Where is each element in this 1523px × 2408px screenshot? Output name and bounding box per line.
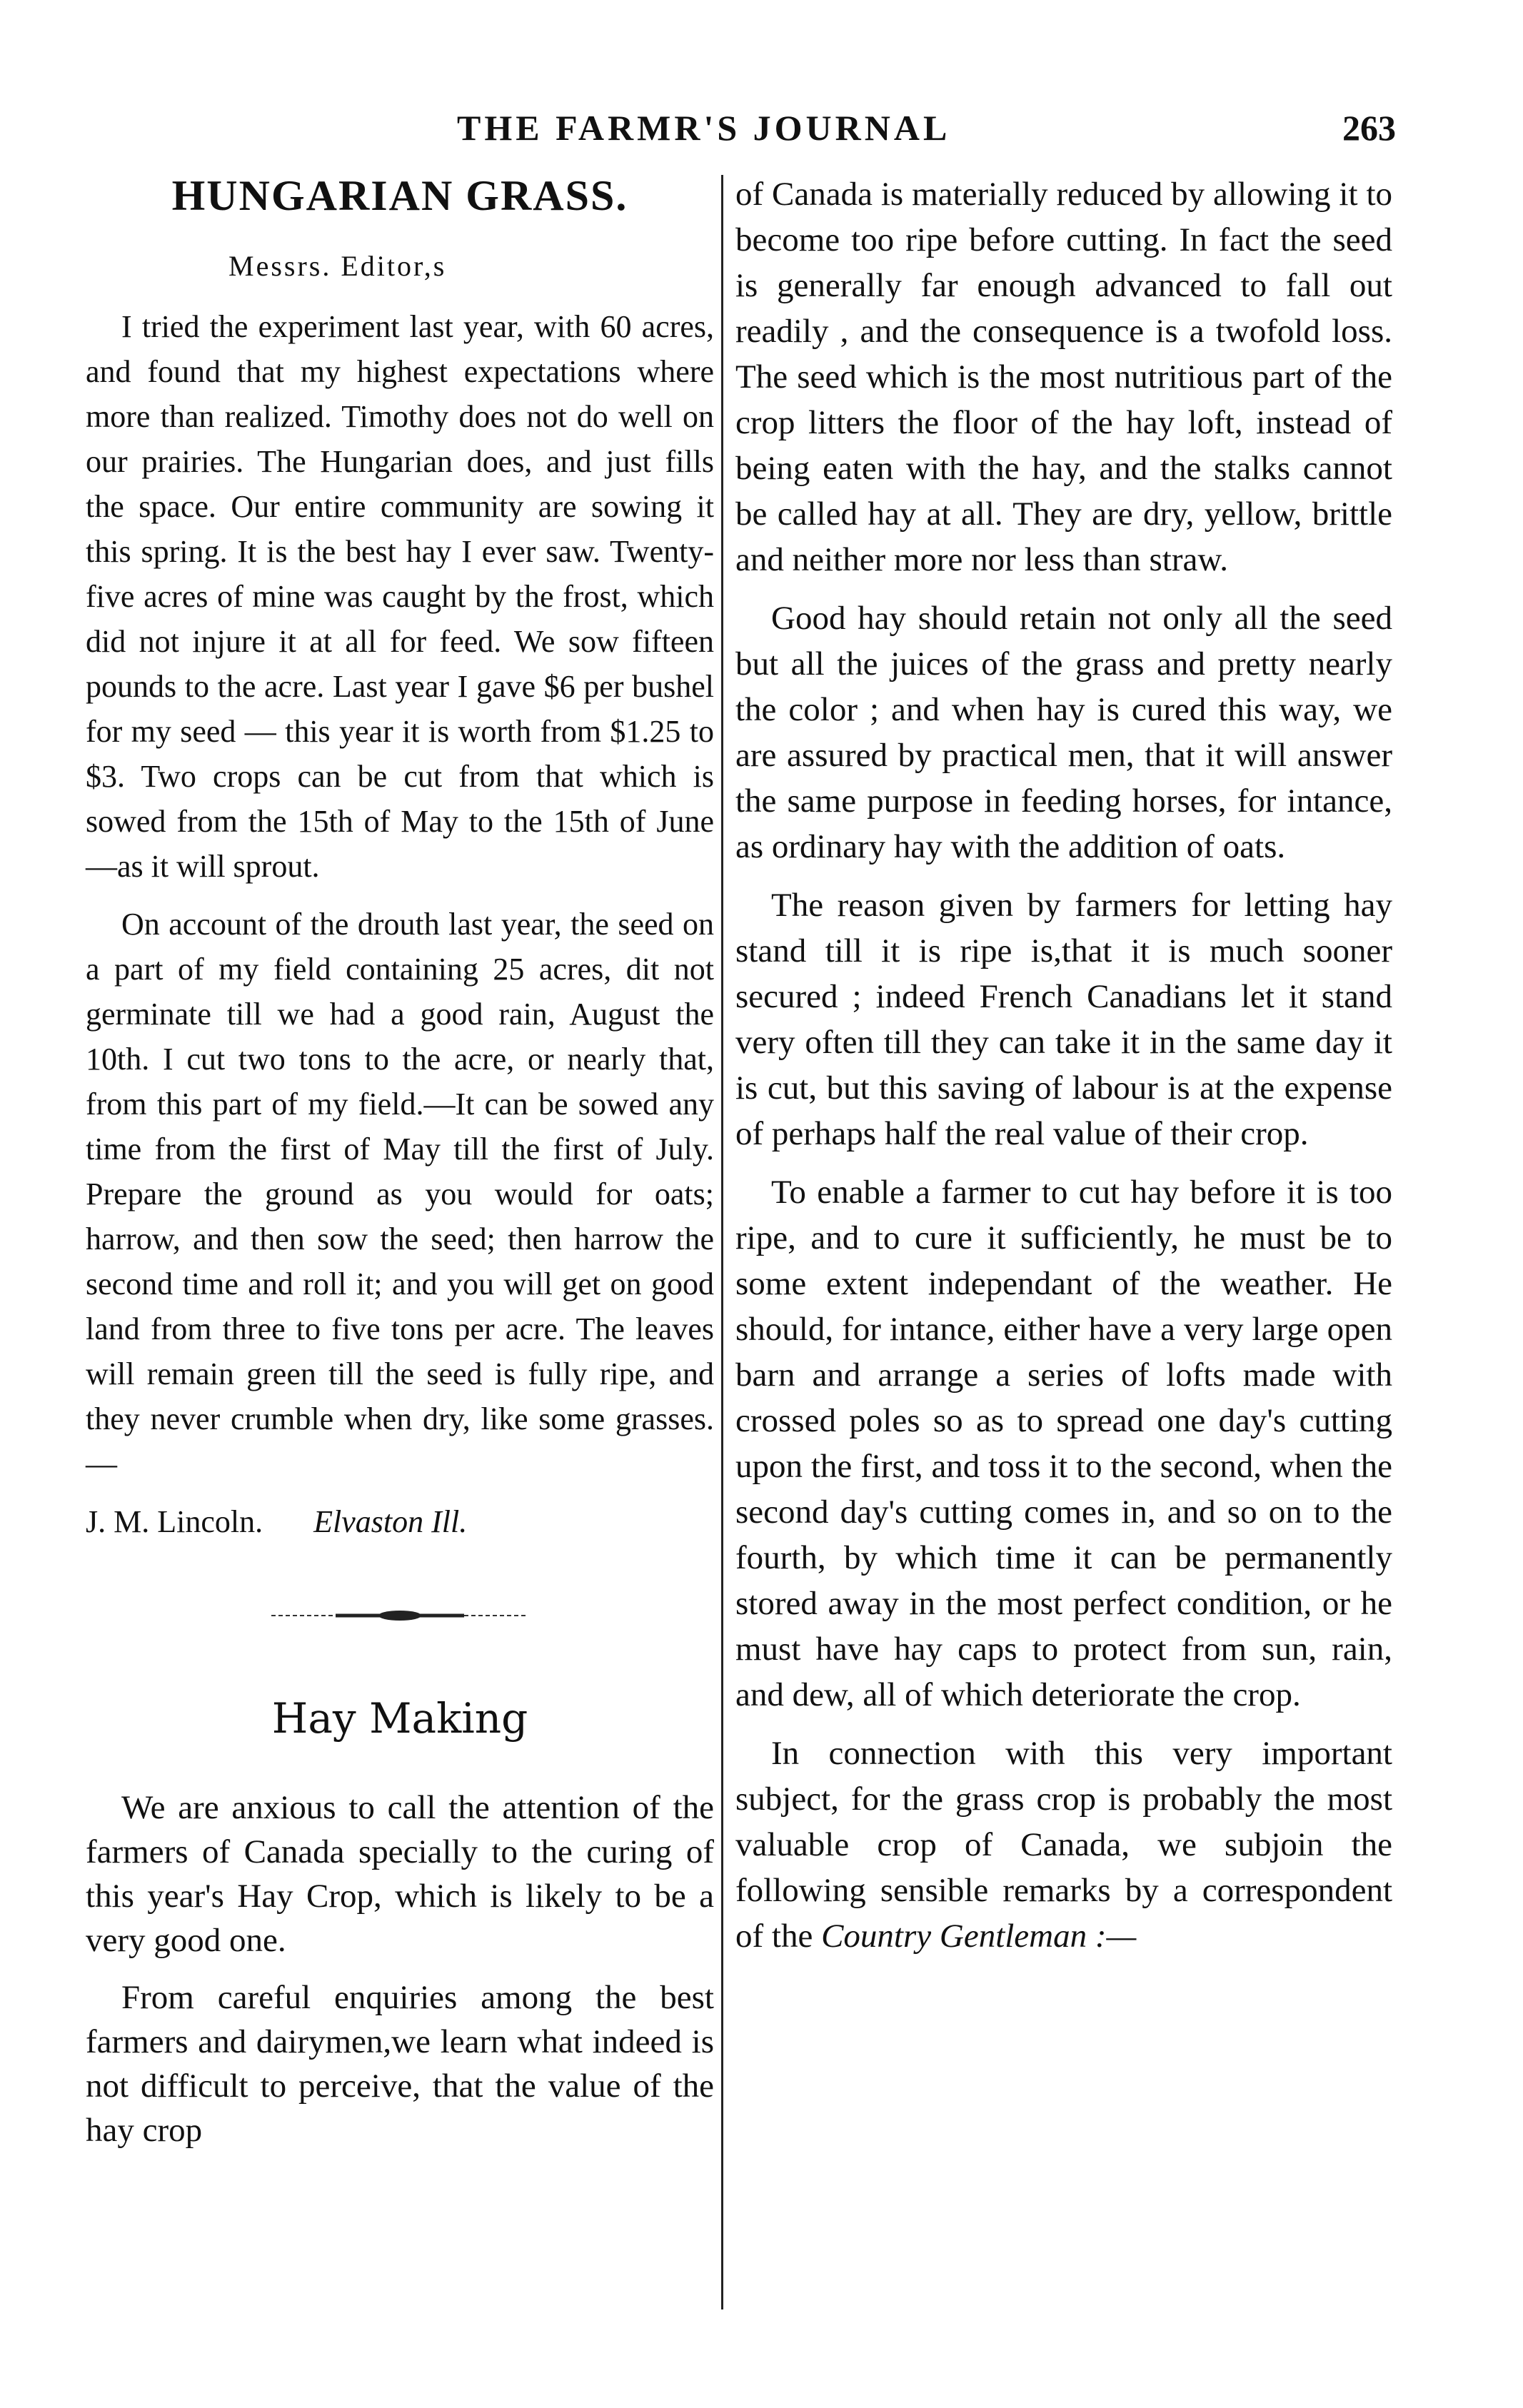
paragraph: I tried the experiment last year, with 60 acres, and found that my highest expectations where more than realized. Timothy does not do well on our prairies. The Hungarian does, and just fills the space. Our entire community are sowing it this spring. It is the best hay I ever saw. Twenty-five acres of mine was caught by the frost, which did not injure it at all for feed. We sow fifteen pounds to the acre. Last year I gave $6 per bushel for my seed — this year it is worth from $1.25 to $3. Two crops can be cut from that which is sowed from the 15th of May to the 15th of June—as it will sprout. <box>86 309 714 884</box>
paragraph: The reason given by farmers for letting hay stand till it is ripe is,that it is much sooner secured ; indeed French Canadians let it stand very often till they can take it in the same day it is cut, but this saving of labour is at the expense of perhaps half the real value of their crop. <box>735 887 1392 1152</box>
page-number: 263 <box>1342 108 1396 148</box>
paragraph: From careful enquiries among the best farmers and dairymen,we learn what indeed is not difficult to perceive, that the value of the hay crop <box>86 1979 714 2149</box>
paragraph: To enable a farmer to cut hay before it is too ripe, and to cure it sufficiently, he must be to some extent independant of the weather. He should, for intance, either have a very large open barn and arrange a series of lofts made with crossed poles so as to spread one day's cutting upon the first, and toss it to the second, when the second day's cutting comes in, and so on to the fourth, by which time it can be permanently stored away in the most perfect condition, or he must have hay caps to protect from sun, rain, and dew, all of which deteriorate the crop. <box>735 1174 1392 1713</box>
running-head <box>0 107 1523 157</box>
ornament-rule-icon <box>271 1608 528 1623</box>
signature-name: J. M. Lincoln. <box>86 1504 263 1539</box>
left-column <box>86 171 714 2165</box>
article-title-hungarian-grass: HUNGARIAN GRASS. <box>171 172 628 219</box>
right-column <box>735 171 1392 1972</box>
signature-place: Elvaston Ill. <box>313 1504 468 1539</box>
journal-title: THE FARMR'S JOURNAL <box>457 108 951 148</box>
section-divider <box>271 1608 528 1623</box>
column-rule <box>721 175 723 2309</box>
signature <box>86 1499 714 1544</box>
publication-name: Country Gentleman :— <box>821 1918 1137 1955</box>
paragraph: On account of the drouth last year, the seed on a part of my field containing 25 acres, dit not germinate till we had a good rain, August the 10th. I cut two tons to the acre, or nearly that, from this part of my field.—It can be sowed any time from the first of May till the first of July. Prepare the ground as you would for oats; harrow, and then sow the seed; then harrow the second time and roll it; and you will get on good land from three to five tons per acre. The leaves will remain green till the seed is fully ripe, and they never crumble when dry, like some grasses.— <box>86 907 714 1481</box>
paragraph-text: In connection with this very important subject, for the grass crop is probably the most valuable crop of Canada, we subjoin the following sensible remarks by a correspondent of the <box>735 1735 1392 1955</box>
paragraph <box>735 1731 1392 1959</box>
article-title-hay-making: Hay Making <box>271 1694 528 1743</box>
paragraph: Good hay should retain not only all the seed but all the juices of the grass and pretty nearly the color ; and when hay is cured this way, we are assured by practical men, that it will answer the same purpose in feeding horses, for intance, as ordinary hay with the addition of oats. <box>735 600 1392 865</box>
paragraph: We are anxious to call the attention of the farmers of Canada specially to the curing of this year's Hay Crop, which is likely to be a very good one. <box>86 1789 714 1959</box>
paragraph: of Canada is materially reduced by allowing it to become too ripe before cutting. In fact the seed is generally far enough advanced to fall out readily , and the consequence is a twofold loss. The seed which is the most nutritious part of the crop litters the floor of the hay loft, instead of being eaten with the hay, and the stalks cannot be called hay at all. They are dry, yellow, brittle and neither more nor less than straw. <box>735 176 1392 578</box>
salutation: Messrs. Editor,s <box>228 250 447 282</box>
